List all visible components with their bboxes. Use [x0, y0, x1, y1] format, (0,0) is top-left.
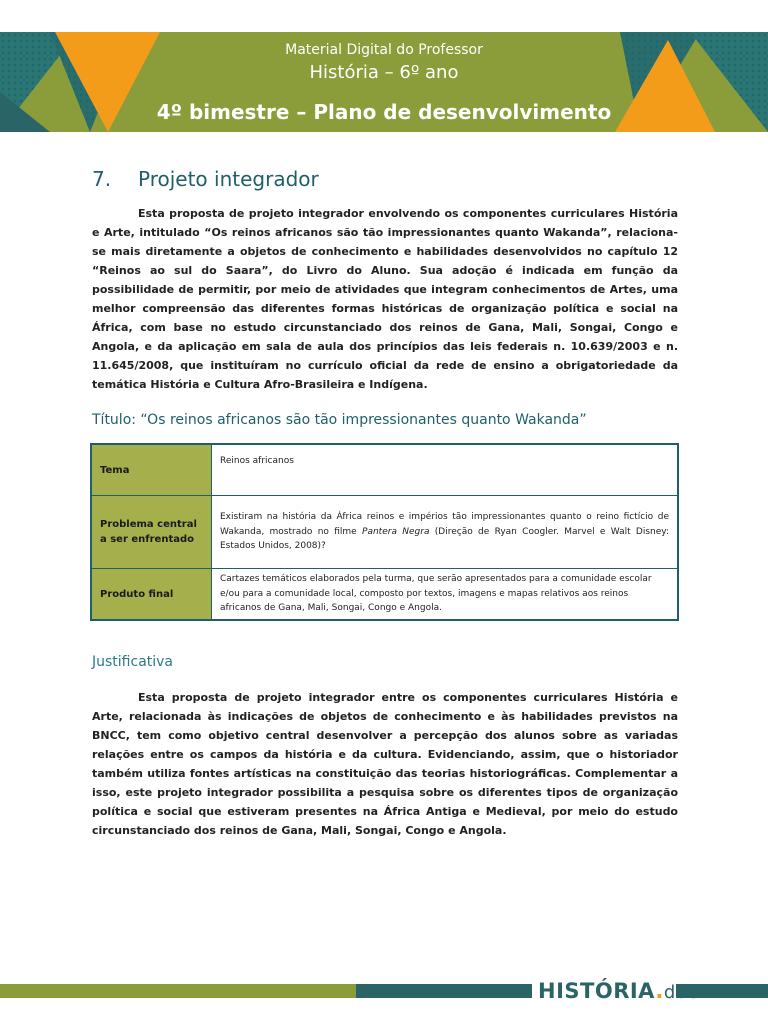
header-material-label: Material Digital do Professor — [285, 42, 483, 58]
problema-text-before: Existiram na história da África reinos e impérios tão impressionantes quanto o reino fictício de Wakanda, mostrado no filme — [220, 512, 669, 537]
header-banner — [0, 32, 768, 132]
tema-value: Reinos africanos — [212, 444, 679, 496]
table-row — [91, 444, 678, 496]
header-subject-grade: História – 6º ano — [309, 62, 459, 83]
section-title: Projeto integrador — [138, 167, 319, 191]
section-number: 7. — [92, 167, 112, 191]
produto-value: Cartazes temáticos elaborados pela turma, que serão apresentados para a comunidade escolar e/ou para a comunidade local, composto por textos, imagens e mapas relativos aos reinos africanos de Gana, Mali, Songai, Congo e Angola. — [212, 569, 679, 621]
brand-main: HISTÓRIA — [538, 979, 656, 1003]
footer-bar-olive — [0, 984, 356, 998]
footer — [0, 976, 768, 1024]
problema-text-after: (Direção de Ryan Coogler. Marvel e Walt Disney: Estados Unidos, 2008)? — [220, 526, 669, 552]
produto-label: Produto final — [91, 569, 212, 621]
brand-logo — [538, 979, 698, 1003]
problema-film-title: Pantera Negra — [362, 526, 430, 537]
tema-label: Tema — [91, 444, 212, 496]
brand-dot: . — [655, 979, 664, 1003]
table-row — [91, 569, 678, 621]
project-table — [90, 443, 679, 621]
footer-bar-teal — [356, 984, 532, 998]
problema-label: Problema central a ser enfrentado — [91, 496, 212, 569]
table-row — [91, 496, 678, 569]
intro-paragraph: Esta proposta de projeto integrador envolvendo os componentes curriculares História e Arte, intitulado “Os reinos africanos são tão impressionantes quanto Wakanda”, relaciona-se mais diretamente a objetos de conhecimento e habilidades desenvolvidos no capítulo 12 “Reinos ao sul do Saara”, do Livro do Aluno. Sua adoção é indicada em função da possibilidade de permitir, por meio de atividades que integram conhecimentos de Artes, uma melhor compreensão das diferentes formas históricas de organização política e social na África, com base no estudo circunstanciado dos reinos de Gana, Mali, Songai, Congo e Angola, e da aplicação em sala de aula dos princípios das leis federais n. 10.639/2003 e n. 11.645/2008, que instituíram no currículo oficial da rede de ensino a obrigatoriedade da temática História e Cultura Afro-Brasileira e Indígena. — [92, 207, 678, 391]
project-title: Título: “Os reinos africanos são tão impressionantes quanto Wakanda” — [92, 412, 587, 428]
section-heading — [92, 167, 319, 191]
header-plan-title: 4º bimestre – Plano de desenvolvimento — [156, 100, 612, 124]
problema-value — [212, 496, 679, 569]
justificativa-paragraph: Esta proposta de projeto integrador entre os componentes curriculares História e Arte, relacionada às indicações de objetos de conhecimento e às habilidades previstos na BNCC, tem como objetivo central desenvolver a percepção dos alunos sobre as variadas relações entre os campos da história e da cultura. Evidenciando, assim, que o historiador também utiliza fontes artísticas na constituição das teorias historiográficas. Complementar a isso, este projeto integrador possibilita a pesquisa sobre os diferentes tipos de organização política e social que estiveram presentes na África Antiga e Medieval, por meio do estudo circunstanciado dos reinos de Gana, Mali, Songai, Congo e Angola. — [92, 691, 678, 837]
justificativa-heading: Justificativa — [92, 654, 174, 670]
brand-doc: doc — [663, 982, 698, 1003]
